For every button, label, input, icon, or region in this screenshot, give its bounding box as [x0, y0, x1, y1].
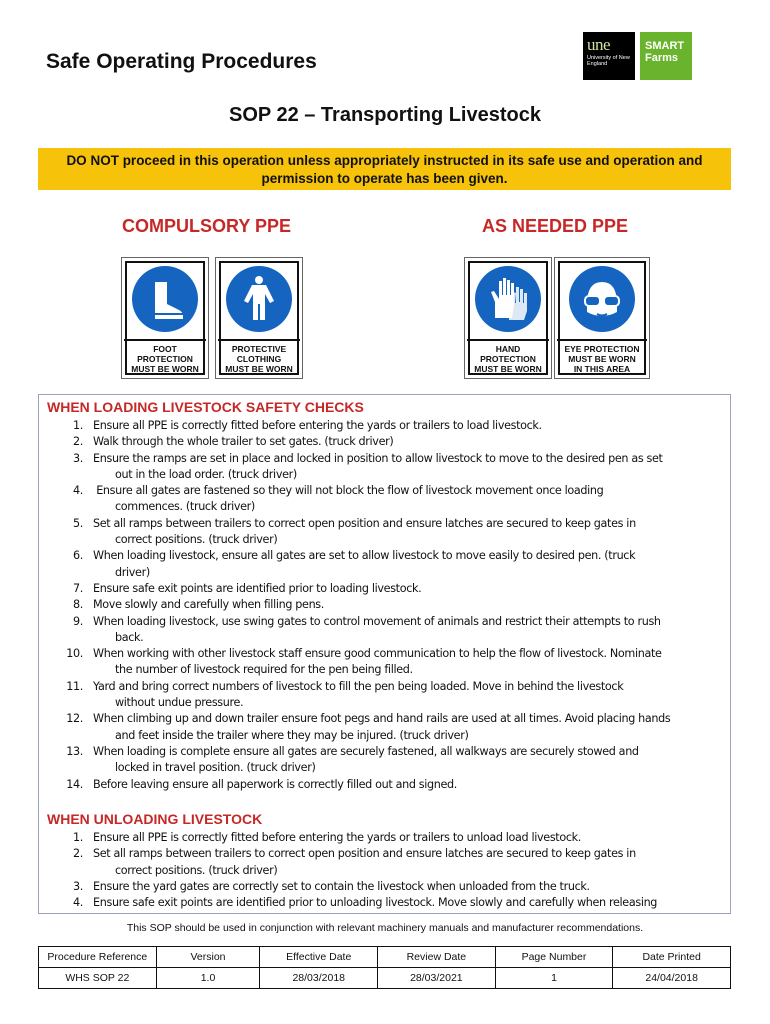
sign-label: IN THIS AREA	[573, 364, 631, 374]
une-logo-wordmark: une	[587, 35, 611, 54]
list-item	[47, 646, 727, 679]
smart-farms-line1: SMART	[645, 40, 685, 52]
table-header-cell: Date Printed	[613, 947, 731, 968]
sign-label: MUST BE WORN	[131, 364, 199, 374]
table-cell: WHS SOP 22	[39, 968, 157, 989]
list-item-text: When climbing up and down trailer ensure foot pegs and hand rails are used at all times. Avoid placing hands	[93, 712, 671, 726]
smart-farms-line2: Farms	[645, 52, 679, 64]
procedure-reference-table	[38, 946, 731, 989]
list-item-text: Walk through the whole trailer to set gates. (truck driver)	[93, 435, 394, 449]
list-item-number: 9.	[73, 614, 83, 628]
list-item	[47, 830, 727, 846]
sign-label: MUST BE WORN	[474, 364, 542, 374]
table-header-row	[39, 947, 731, 968]
sop-title: SOP 22 – Transporting Livestock	[229, 104, 541, 126]
list-item	[47, 418, 727, 434]
loading-heading: WHEN LOADING LIVESTOCK SAFETY CHECKS	[47, 399, 364, 415]
sign-label: HAND	[495, 344, 521, 354]
list-item-number: 7.	[73, 581, 83, 595]
list-item-text: When loading is complete ensure all gates are securely fastened, all walkways are securely stowed and	[93, 744, 639, 758]
unloading-steps-list	[47, 830, 727, 911]
list-item-number: 5.	[73, 516, 83, 530]
list-item-text: commences. (truck driver)	[115, 500, 255, 514]
list-item-text: Ensure all PPE is correctly fitted before entering the yards or trailers to load livestock.	[93, 419, 542, 432]
list-item	[47, 879, 727, 895]
une-logo-subtitle: University of New England	[587, 55, 630, 67]
table-header-cell: Page Number	[495, 947, 613, 968]
eye-protection-sign	[554, 257, 650, 379]
list-item-text: Move slowly and carefully when filling pens.	[93, 598, 324, 612]
list-item-text: Yard and bring correct numbers of livestock to fill the pen being loaded. Move in behind the livestock	[93, 679, 624, 693]
page-header-title: Safe Operating Procedures	[46, 50, 317, 73]
list-item-number: 11.	[66, 679, 83, 693]
list-item	[47, 581, 727, 597]
table-cell: 28/03/2021	[378, 968, 496, 989]
unloading-heading: WHEN UNLOADING LIVESTOCK	[47, 811, 263, 827]
list-item-text: Ensure all PPE is correctly fitted before entering the yards or trailers to unload load livestock.	[93, 831, 581, 844]
list-item-text: Ensure all gates are fastened so they will not block the flow of livestock movement once loading	[93, 484, 604, 498]
list-item	[47, 895, 727, 911]
protective-clothing-sign	[215, 257, 303, 379]
list-item-text: without undue pressure.	[115, 696, 244, 710]
list-item-text: Ensure safe exit points are identified prior to unloading livestock. Move slowly and carefully when releasing	[93, 896, 658, 910]
list-item-text: back.	[115, 630, 144, 644]
loading-steps-list	[47, 418, 727, 793]
sign-label: MUST BE WORN	[568, 354, 636, 364]
table-cell: 24/04/2018	[613, 968, 731, 989]
list-item-text: Ensure the yard gates are correctly set to contain the livestock when unloaded from the truck.	[93, 879, 590, 893]
list-item-number: 6.	[73, 549, 83, 563]
table-cell: 1	[495, 968, 613, 989]
list-item-text: When working with other livestock staff ensure good communication to help the flow of livestock. Nominate	[93, 647, 662, 661]
list-item-text: the number of livestock required for the pen being filled.	[115, 663, 413, 677]
list-item	[47, 614, 727, 647]
sign-label: PROTECTION	[137, 354, 193, 364]
list-item	[47, 597, 727, 613]
list-item-text: locked in travel position. (truck driver)	[115, 761, 316, 775]
sign-label: EYE PROTECTION	[564, 344, 640, 354]
gloves-icon	[483, 274, 533, 324]
list-item-number: 3.	[73, 879, 83, 893]
list-item	[47, 434, 727, 450]
list-item-number: 3.	[73, 451, 83, 465]
list-item-text: out in the load order. (truck driver)	[115, 467, 297, 481]
list-item	[47, 777, 727, 793]
boot-icon	[140, 274, 190, 324]
list-item	[47, 744, 727, 777]
table-row	[39, 968, 731, 989]
list-item-text: When loading livestock, ensure all gates are set to allow livestock to move easily to desired pen. (truck	[93, 549, 636, 563]
list-item-text: Ensure safe exit points are identified prior to loading livestock.	[93, 581, 422, 595]
list-item	[47, 451, 727, 484]
smart-farms-logo	[640, 32, 692, 80]
list-item-text: correct positions. (truck driver)	[115, 533, 278, 547]
list-item	[47, 846, 727, 879]
list-item-number: 1.	[73, 831, 83, 844]
table-header-cell: Version	[156, 947, 260, 968]
sign-label: CLOTHING	[236, 354, 282, 364]
table-header-cell: Effective Date	[260, 947, 378, 968]
table-header-cell: Review Date	[378, 947, 496, 968]
compulsory-ppe-heading: COMPULSORY PPE	[122, 216, 292, 236]
list-item-number: 10.	[66, 647, 83, 661]
list-item-number: 1.	[73, 419, 83, 432]
sign-label: PROTECTION	[480, 354, 536, 364]
list-item-text: and feet inside the trailer where they may be injured. (truck driver)	[115, 728, 469, 742]
list-item-text: Before leaving ensure all paperwork is correctly filled out and signed.	[93, 777, 457, 791]
sign-label: PROTECTIVE	[231, 344, 287, 354]
warning-bold: DO NOT	[66, 153, 119, 168]
list-item-number: 12.	[66, 712, 83, 726]
table-cell: 28/03/2018	[260, 968, 378, 989]
table-cell: 1.0	[156, 968, 260, 989]
list-item-number: 2.	[73, 847, 83, 861]
list-item-number: 13.	[66, 744, 83, 758]
list-item-text: Set all ramps between trailers to correct open position and ensure latches are secured to keep gates in	[93, 847, 636, 861]
list-item-text: Ensure the ramps are set in place and locked in position to allow livestock to move to the desired pen as set	[93, 451, 663, 465]
list-item	[47, 516, 727, 549]
goggles-icon	[577, 274, 627, 324]
list-item-number: 8.	[73, 598, 83, 612]
overalls-icon	[234, 274, 284, 324]
footer-note: This SOP should be used in conjunction with relevant machinery manuals and manufacturer recommendations.	[126, 922, 644, 934]
list-item	[47, 679, 727, 712]
list-item-number: 4.	[73, 484, 83, 498]
list-item	[47, 548, 727, 581]
warning-text: proceed in this operation unless appropriately instructed in its safe use and operation and permission to operate has been given.	[118, 153, 703, 186]
as-needed-ppe-heading: AS NEEDED PPE	[482, 216, 629, 236]
warning-banner	[38, 148, 731, 190]
list-item-number: 2.	[73, 435, 83, 449]
foot-protection-sign	[121, 257, 209, 379]
list-item-number: 4.	[73, 896, 83, 910]
list-item-text: driver)	[115, 565, 150, 579]
une-logo	[583, 32, 635, 80]
sign-label: MUST BE WORN	[225, 364, 293, 374]
list-item	[47, 711, 727, 744]
table-header-cell: Procedure Reference	[39, 947, 157, 968]
hand-protection-sign	[464, 257, 552, 379]
list-item	[47, 483, 727, 516]
list-item-text: When loading livestock, use swing gates to control movement of animals and restrict their attempts to rush	[93, 614, 661, 628]
list-item-number: 14.	[66, 777, 83, 791]
sign-label: FOOT	[153, 344, 177, 354]
list-item-text: Set all ramps between trailers to correct open position and ensure latches are secured to keep gates in	[93, 516, 636, 530]
list-item-text: correct positions. (truck driver)	[115, 863, 278, 877]
